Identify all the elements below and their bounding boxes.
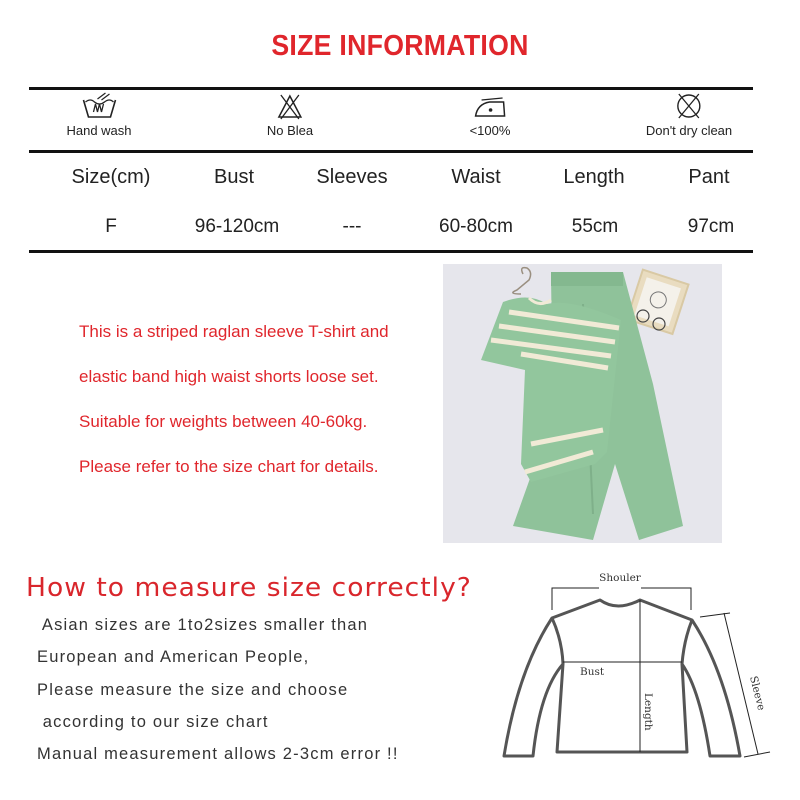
diagram-label-sleeve: Sleeve [747, 674, 768, 712]
column-header: Size(cm) [71, 166, 151, 188]
table-cell: --- [342, 216, 362, 237]
no-bleach-icon [277, 92, 303, 120]
table-cell: 55cm [571, 216, 619, 237]
table-cell: F [105, 216, 117, 237]
description-line: This is a striped raglan sleeve T-shirt and [79, 322, 389, 341]
table-cell: 97cm [687, 216, 735, 237]
outfit-illustration [443, 264, 722, 543]
no-dry-clean-icon [674, 92, 704, 120]
iron-low-icon [472, 92, 508, 120]
care-label: <100% [469, 123, 511, 138]
page-title: SIZE INFORMATION [271, 30, 529, 62]
care-item-hand-wash [66, 92, 131, 138]
measure-line: Manual measurement allows 2-3cm error !! [37, 745, 399, 764]
measure-line: Please measure the size and choose [37, 680, 349, 699]
care-item-iron [470, 92, 511, 138]
diagram-label-length: Length [642, 693, 654, 731]
care-instructions [0, 92, 800, 144]
care-item-no-dry-clean [646, 92, 732, 138]
table-cell: 96-120cm [194, 216, 280, 237]
measure-line: Asian sizes are 1to2sizes smaller than [37, 616, 369, 634]
care-divider [29, 150, 753, 153]
measure-guide-text [37, 616, 399, 777]
care-label: Don't dry clean [645, 123, 733, 138]
diagram-label-bust: Bust [580, 666, 605, 678]
table-divider [29, 250, 753, 253]
description-line: elastic band high waist shorts loose set. [79, 367, 379, 386]
product-photo [443, 264, 722, 543]
measurement-diagram [500, 560, 800, 790]
hand-wash-icon [81, 92, 117, 120]
table-cell: 60-80cm [439, 216, 513, 237]
description-line: Please refer to the size chart for details. [79, 457, 379, 476]
measure-guide-title: How to measure size correctly? [26, 573, 472, 603]
column-header: Bust [213, 166, 255, 188]
diagram-label-shoulder: Shouler [599, 572, 641, 584]
sweater-outline-icon [500, 560, 800, 790]
description-line: Suitable for weights between 40-60kg. [79, 412, 368, 431]
product-description [79, 320, 389, 500]
care-label: No Blea [266, 123, 314, 138]
column-header: Sleeves [316, 166, 388, 188]
column-header: Waist [451, 166, 501, 188]
top-divider [29, 87, 753, 90]
measure-line: according to our size chart [37, 712, 269, 731]
care-item-no-bleach [267, 92, 313, 138]
column-header: Pant [688, 166, 730, 188]
care-label: Hand wash [66, 123, 132, 138]
measure-line: European and American People, [37, 648, 310, 667]
column-header: Length [563, 166, 625, 188]
